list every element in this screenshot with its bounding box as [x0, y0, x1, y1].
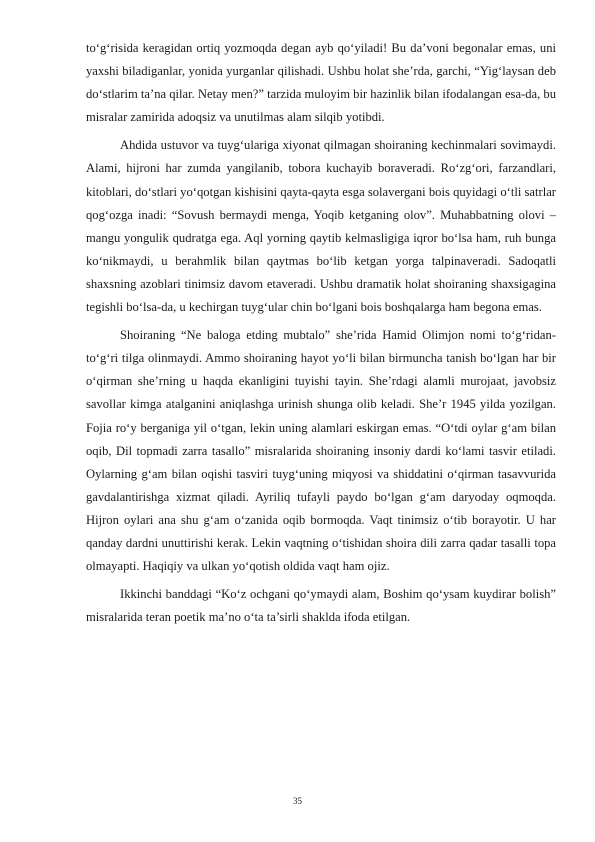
paragraph-ikkinchi: Ikkinchi banddagi “Ko‘z ochgani qo‘ymaydi alam, Boshim qo‘ysam kuydirar bolish” misralarida teran poetik ma’no o‘ta ta’sirli shaklda ifoda etilgan. — [86, 587, 556, 625]
paragraph-continuation: to‘g‘risida keragidan ortiq yozmoqda degan ayb qo‘yiladi! Bu da’voni begonalar emas, uni yaxshi biladiganlar, yonida yurganlar qilishadi. Ushbu holat she’rda, garchi, “Yig‘laysan deb do‘stlarim ta’na qilar. Netay men?” tarzida muloyim bir hazinlik bilan ifodalangan esa-da, bu misralar zamirida adoqsiz va unutilmas alam silqib yotibdi. — [86, 41, 557, 125]
document-body — [86, 37, 556, 629]
paragraph-shoiraning: Shoiraning “Ne baloga etding mubtalo” she’rida Hamid Olimjon nomi to‘g‘ridan-to‘g‘ri tilga olinmaydi. Ammo shoiraning hayot yo‘li bilan birmuncha tanish bo‘lgan har bir o‘qirman she’rning u haqda ekanligini tuyishi tayin. She’rdagi alamli murojaat, javobsiz savollar kimga atalganini aniqlashga urinish shunga olib keladi. She’r 1945 yilda yozilgan. Fojia ro‘y berganiga yil o‘tgan, lekin uning alamlari eskirgan emas. “O‘tdi oylar g‘am bilan oqib, Dil topmadi zarra tasallo” misralarida shoiraning insoniy dardi ko‘lami tasvir etiladi. Oylarning g‘am bilan oqishi tasviri tuyg‘uning miqyosi va shiddatini o‘qirman tasavvurida gavdalantirishga xizmat qiladi. Ayriliq tufayli paydo bo‘lgan g‘am daryoday oqmoqda. Hijron oylari ana shu g‘am o‘zanida oqib bormoqda. Vaqt tinimsiz o‘tib borayotir. U har qanday dardni unuttirishi kerak. Lekin vaqtning o‘tishidan shoira dili zarra qadar tasalli topa olmayapti. Haqiqiy va ulkan yo‘qotish oldida vaqt ham ojiz. — [86, 328, 556, 574]
paragraph-ahdida: Ahdida ustuvor va tuyg‘ulariga xiyonat qilmagan shoiraning kechinmalari sovimaydi. Alami, hijroni har zumda yangilanib, tobora kuchayib boraveradi. Ro‘zg‘ori, farzandlari, kitoblari, do‘stlari yo‘qotgan kishisini qayta-qayta esga solavergani bois quyidagi o‘tli satrlar qog‘ozga inadi: “Sovush bermaydi menga, Yoqib ketganing olov”. Muhabbatning olovi – mangu yongulik qudratga ega. Aql yorning qaytib kelmasligiga iqror bo‘lsa ham, ruh bunga ko‘nikmaydi, u berahmlik bilan qaytmas bo‘lib ketgan yorga talpinaveradi. Sadoqatli shaxsning azoblari tinimsiz davom etaveradi. Ushbu dramatik holat shoiraning shaxsigagina tegishli bo‘lsa-da, u kechirgan tuyg‘ular chin bo‘lgani bois boshqalarga ham begona emas. — [86, 138, 556, 315]
page-number: 35 — [293, 796, 302, 806]
